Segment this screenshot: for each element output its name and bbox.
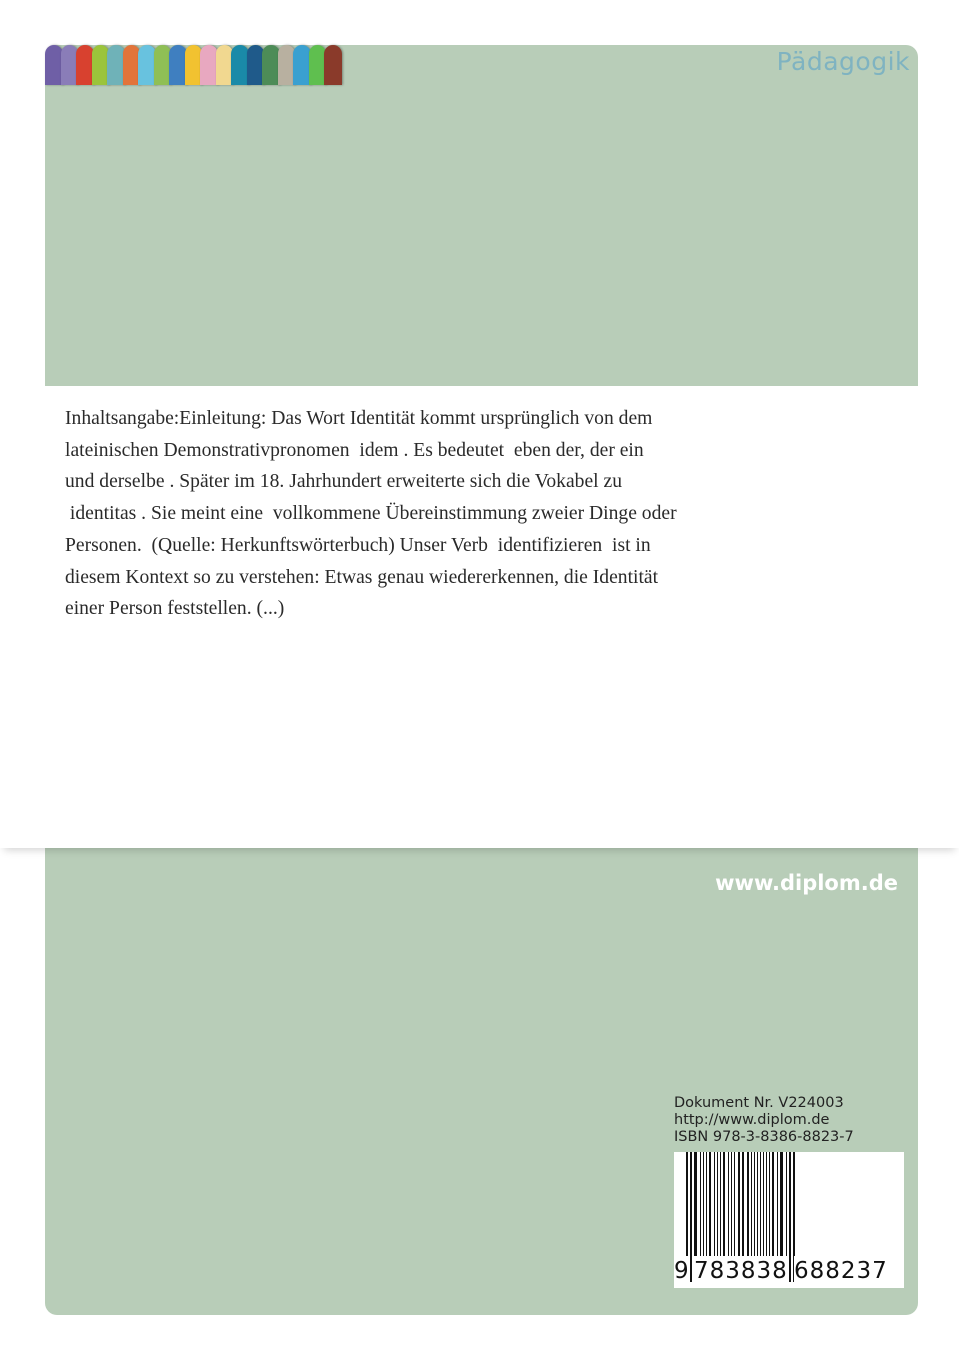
barcode-bar (780, 1152, 783, 1256)
barcode (674, 1152, 904, 1288)
document-number: Dokument Nr. V224003 (674, 1095, 844, 1111)
color-tab (231, 45, 249, 85)
color-tab (138, 45, 156, 85)
barcode-bar (772, 1152, 774, 1256)
document-info (674, 1095, 854, 1146)
barcode-bar (723, 1152, 725, 1256)
color-tab (262, 45, 280, 85)
barcode-lead-digit: 9 (674, 1258, 689, 1284)
color-tabs (45, 45, 340, 85)
barcode-bar (734, 1152, 735, 1256)
website-title: www.diplom.de (715, 871, 898, 895)
barcode-bar (769, 1152, 770, 1256)
barcode-left-group: 783838 (694, 1258, 788, 1284)
barcode-bar (786, 1152, 787, 1256)
barcode-bar (694, 1152, 697, 1256)
abstract-line: identitas . Sie meint eine vollkommene Übereinstimmung zweier Dinge oder (65, 503, 677, 525)
barcode-bar (731, 1152, 732, 1256)
barcode-bar (709, 1152, 711, 1256)
color-tab (107, 45, 125, 85)
barcode-bar (763, 1152, 764, 1256)
abstract-line: Inhaltsangabe:Einleitung: Das Wort Identität kommt ursprünglich von dem (65, 408, 653, 429)
barcode-bar (751, 1152, 752, 1256)
barcode-digits (674, 1256, 904, 1286)
isbn: ISBN 978-3-8386-8823-7 (674, 1129, 854, 1145)
barcode-bar (777, 1152, 778, 1256)
color-tab (76, 45, 94, 85)
barcode-bar (728, 1152, 729, 1256)
barcode-bar (747, 1152, 749, 1256)
barcode-bar (700, 1152, 701, 1256)
color-tab (200, 45, 218, 85)
barcode-bar (754, 1152, 755, 1256)
barcode-bar (720, 1152, 721, 1256)
abstract-line: einer Person feststellen. (...) (65, 598, 285, 620)
color-tab (45, 45, 63, 85)
barcode-bar (706, 1152, 707, 1256)
barcode-bar (760, 1152, 761, 1256)
abstract-text (65, 403, 785, 625)
abstract-line: diesem Kontext so zu verstehen: Etwas genau wiedererkennen, die Identität (65, 566, 659, 588)
color-tab (169, 45, 187, 85)
abstract-line: und derselbe . Später im 18. Jahrhundert erweiterte sich die Vokabel zu (65, 471, 622, 493)
cover-top-panel (45, 45, 918, 386)
document-url: http://www.diplom.de (674, 1112, 830, 1128)
cover-bottom-panel (45, 848, 918, 1315)
color-tab (293, 45, 311, 85)
color-tab (324, 45, 342, 85)
barcode-bar (714, 1152, 715, 1256)
category-label: Pädagogik (776, 47, 910, 76)
abstract-line: lateinischen Demonstrativpronomen idem . Es bedeutet eben der, der ein (65, 439, 644, 461)
barcode-bar (717, 1152, 718, 1256)
barcode-bar (703, 1152, 704, 1256)
barcode-bar (766, 1152, 767, 1256)
abstract-line: Personen. (Quelle: Herkunftswörterbuch) Unser Verb identifizieren ist in (65, 534, 651, 556)
barcode-right-group: 688237 (794, 1258, 888, 1284)
barcode-bar (757, 1152, 758, 1256)
